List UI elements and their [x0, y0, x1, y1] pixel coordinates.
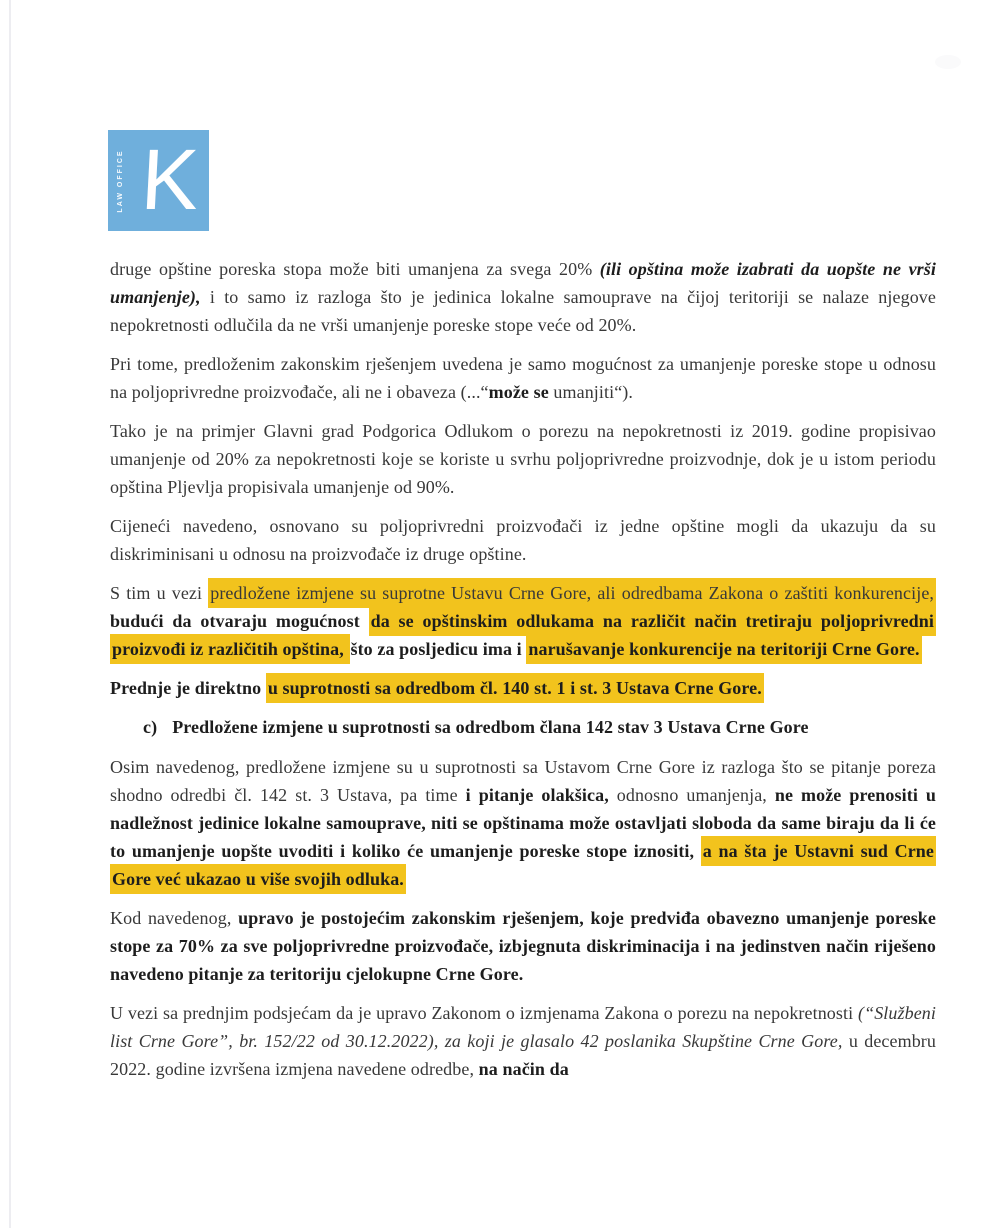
- text-span: a na šta je Ustavni sud Crne Gore već ukazao u više svojih odluka.: [110, 836, 936, 894]
- scan-smudge-artifact: [935, 55, 961, 69]
- para-tax-rate-reduction: [110, 255, 936, 339]
- text-span: predložene izmjene su suprotne Ustavu Crne Gore, ali odredbama Zakona o zaštiti konkurencije,: [208, 578, 936, 608]
- text-span: u suprotnosti sa odredbom čl. 140 st. 1 i st. 3 Ustava Crne Gore.: [266, 673, 764, 703]
- text-span: Predložene izmjene u suprotnosti sa odredbom člana 142 stav 3 Ustava Crne Gore: [172, 717, 809, 737]
- para-ustavni-sud: [110, 753, 936, 893]
- para-clan-140: [110, 674, 936, 702]
- text-span: (“Službeni list Crne Gore”, br. 152/22 od 30.12.2022), za koji je glasalo 42 poslanika Skupštine Crne Gore,: [110, 1003, 936, 1051]
- text-span: Kod navedenog,: [110, 908, 239, 928]
- text-span: (ili opština može izabrati da uopšte ne vrši umanjenje),: [110, 259, 936, 307]
- text-span: Prednje je direktno: [110, 678, 266, 698]
- text-span: budući da otvaraju mogućnost: [110, 611, 369, 631]
- text-span: upravo je postojećim zakonskim rješenjem, koje predviđa obavezno umanjenje poreske stope za 70% za sve poljoprivredne proizvođače, izbjegnuta diskriminacija i na jedinstven način riješeno navedeno pitanje za teritoriju cjelokupne Crne Gore.: [110, 908, 937, 984]
- text-span: umanjiti“).: [548, 382, 633, 402]
- para-podgorica-pljevlja: [110, 417, 936, 501]
- text-span: i to samo iz razloga što je jedinica lokalne samouprave na čijoj teritoriji se nalaze njegove nepokretnosti odlučila da ne vrši umanjenje poreske stope veće od 20%.: [110, 287, 936, 335]
- text-span: odnosno umanjenja,: [608, 785, 775, 805]
- para-moze-se-umanjiti: [110, 350, 936, 406]
- text-span: c): [143, 717, 158, 737]
- text-span: narušavanje konkurencije na teritoriji Crne Gore.: [526, 634, 921, 664]
- logo-vertical-text: LAW OFFICE: [117, 148, 124, 213]
- para-70-posto: [110, 904, 936, 988]
- text-span: što za posljedicu ima i: [350, 639, 527, 659]
- text-span: na način da: [478, 1059, 569, 1079]
- text-span: druge opštine poreska stopa može biti umanjena za svega 20%: [110, 259, 600, 279]
- para-highlighted-konkurencija: [110, 579, 936, 663]
- text-span: Tako je na primjer Glavni grad Podgorica Odlukom o porezu na nepokretnosti iz 2019. godine propisivao umanjenje od 20% za nepokretnosti koje se koriste u svrhu poljoprivredne proizvodnje, dok je u istom periodu opština Pljevlja propisivala umanjenje od 90%.: [110, 421, 936, 497]
- para-diskriminacija: [110, 512, 936, 568]
- heading-c-clan-142: [110, 713, 936, 741]
- text-span: ne može prenositi u nadležnost jedinice lokalne samouprave, niti se opštinama može ostavljati sloboda da same biraju da li će to umanjenje uopšte uvoditi i koliko će umanjenje poreske stope iznositi,: [110, 785, 936, 861]
- text-span: da se opštinskim odlukama na različit način tretiraju poljoprivredni proizvođi iz različitih opština,: [110, 606, 936, 664]
- text-span: Pri tome, predloženim zakonskim rješenjem uvedena je samo mogućnost za umanjenje poreske stope u odnosu na poljoprivredne proizvođače, ali ne i obaveza (...“: [110, 354, 936, 402]
- text-span: S tim u vezi: [110, 583, 209, 603]
- logo-k-letter-icon: K: [138, 132, 202, 228]
- text-span: i pitanje olakšica,: [465, 785, 609, 805]
- text-span: u decembru 2022. godine izvršena izmjena navedene odredbe,: [110, 1031, 936, 1079]
- document-body: [110, 255, 936, 1094]
- text-span: U vezi sa prednjim podsjećam da je upravo Zakonom o izmjenama Zakona o porezu na nepokretnosti: [110, 1003, 858, 1023]
- text-span: Osim navedenog, predložene izmjene su u suprotnosti sa Ustavom Crne Gore iz razloga što se pitanje poreza shodno odredbi čl. 142 st. 3 Ustava, pa time: [110, 757, 936, 805]
- scan-edge-artifact: [9, 0, 11, 1228]
- text-span: Cijeneći navedeno, osnovano su poljoprivredni proizvođači iz jedne opštine mogli da ukazuju da su diskriminisani u odnosu na proizvođače iz druge opštine.: [110, 516, 936, 564]
- para-sluzbeni-list: [110, 999, 936, 1083]
- law-office-logo: [108, 130, 209, 231]
- text-span: može se: [488, 382, 549, 402]
